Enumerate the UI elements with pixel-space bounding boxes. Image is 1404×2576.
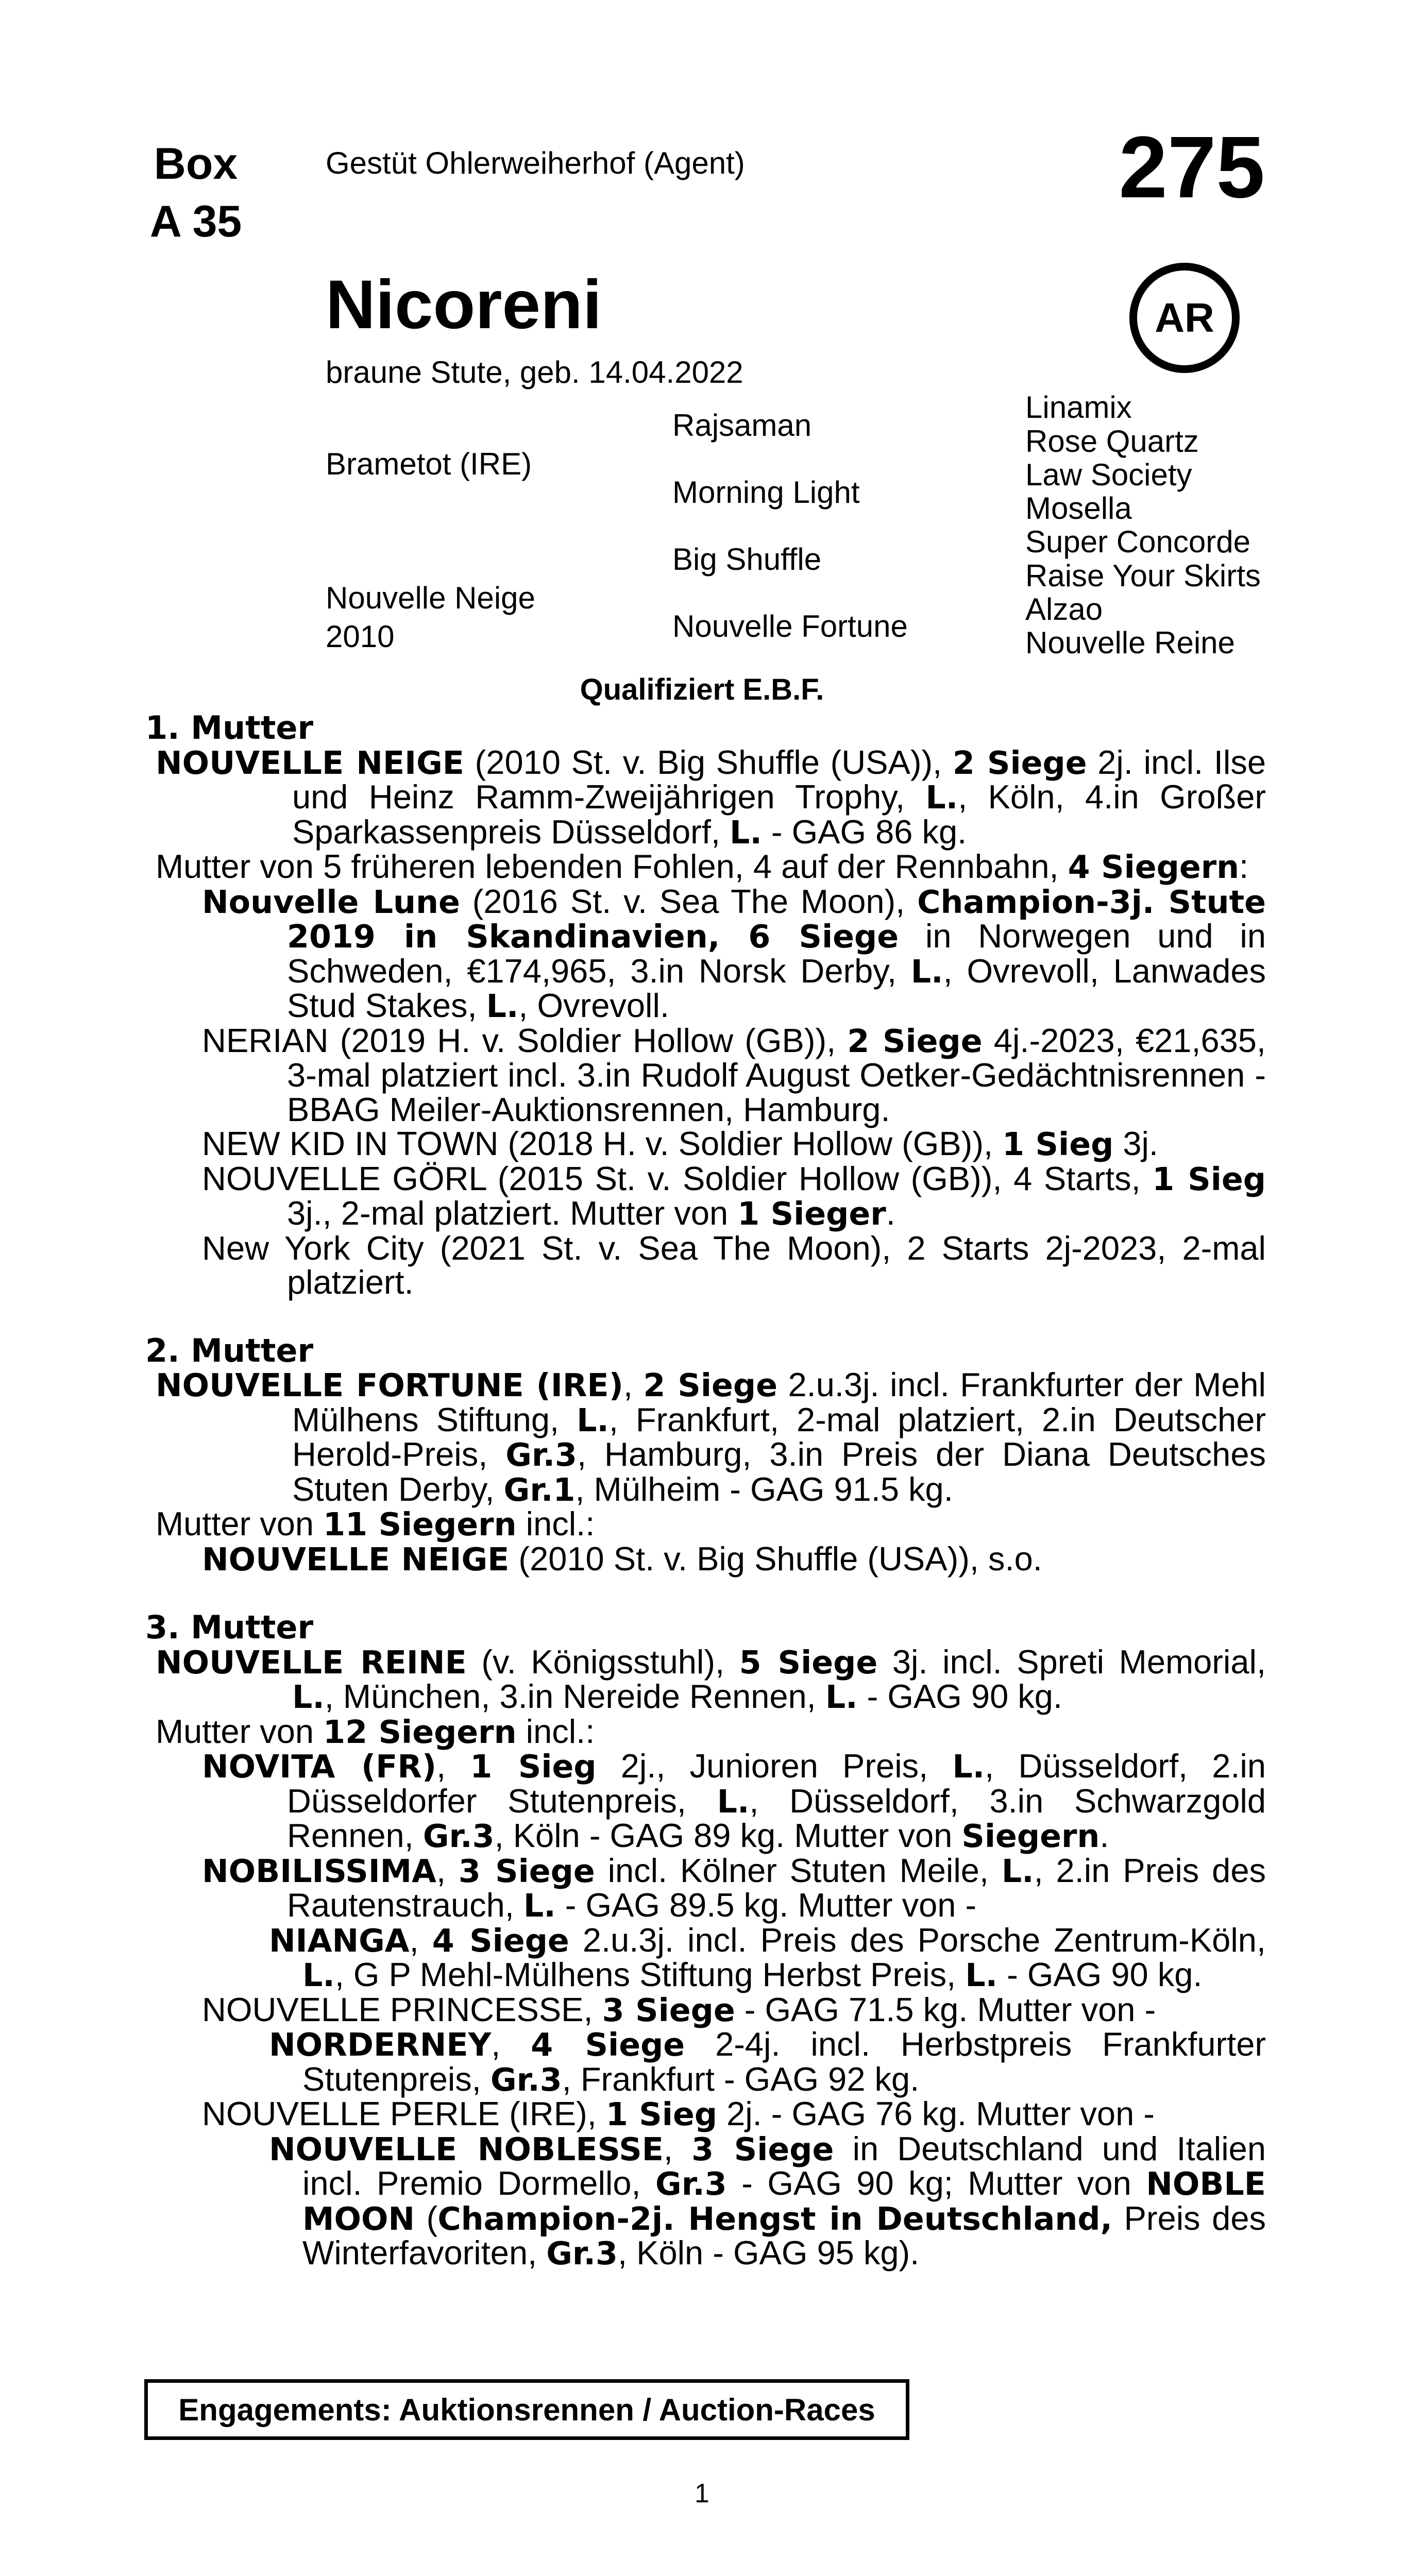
- pedigree-grandparent: Big Shuffle: [672, 542, 822, 577]
- offspring-entry: NOUVELLE NOBLESSE, 3 Siege in Deutschland und Italien incl. Premio Dormello, Gr.3 - GAG 90 kg; Mutter von NOBLE MOON (Champion-2j. Hengst in Deutschland, Preis des Winterfavoriten, Gr.3, Köln - GAG 95 kg).: [269, 2129, 1266, 2272]
- pedigree-great-grandparent: Linamix: [1025, 390, 1132, 425]
- ar-badge-icon: [1129, 263, 1240, 373]
- offspring-entry: NOUVELLE PERLE (IRE), 1 Sieg 2j. - GAG 76 kg. Mutter von -: [202, 2095, 1155, 2133]
- pedigree-great-grandparent: Mosella: [1025, 491, 1132, 526]
- section-spacer: [145, 1300, 1266, 1334]
- produce-record: [145, 711, 1266, 2271]
- box-location: [139, 135, 252, 250]
- section-heading: 3. Mutter: [145, 1608, 314, 1646]
- pedigree-great-grandparent: Alzao: [1025, 592, 1103, 626]
- offspring-entry: Nouvelle Lune (2016 St. v. Sea The Moon), Champion-3j. Stute 2019 in Skandinavien, 6 Siege in Norwegen und in Schweden, €174,965, 3.in Norsk Derby, L., Ovrevoll, Lanwades Stud Stakes, L., Ovrevoll.: [202, 882, 1266, 1025]
- consignor: Gestüt Ohlerweiherhof (Agent): [326, 146, 745, 180]
- lot-number: 275: [1119, 118, 1265, 216]
- qualification-note: Qualifiziert E.B.F.: [580, 673, 824, 706]
- dam-paragraph: NOUVELLE REINE (v. Königsstuhl), 5 Siege 3j. incl. Spreti Memorial, L., München, 3.in Nereide Rennen, L. - GAG 90 kg.: [156, 1642, 1266, 1716]
- ar-badge-label: AR: [1155, 295, 1214, 341]
- offspring-entry: NOVITA (FR), 1 Sieg 2j., Junioren Preis, L., Düsseldorf, 2.in Düsseldorfer Stutenpreis, L., Düsseldorf, 3.in Schwarzgold Rennen, Gr.3, Köln - GAG 89 kg. Mutter von Siegern.: [202, 1747, 1266, 1855]
- offspring-entry: NOUVELLE PRINCESSE, 3 Siege - GAG 71.5 kg. Mutter von -: [202, 1990, 1156, 2029]
- offspring-entry: NIANGA, 4 Siege 2.u.3j. incl. Preis des Porsche Zentrum-Köln, L., G P Mehl-Mülhens Stiftung Herbst Preis, L. - GAG 90 kg.: [269, 1921, 1266, 1994]
- offspring-entry: NOBILISSIMA, 3 Siege incl. Kölner Stuten Meile, L., 2.in Preis des Rautenstrauch, L. - GAG 89.5 kg. Mutter von -: [202, 1851, 1266, 1924]
- engagements-box: [144, 2379, 909, 2440]
- pedigree-great-grandparent: Rose Quartz: [1025, 424, 1199, 459]
- section-spacer: [145, 1577, 1266, 1611]
- pedigree-great-grandparent: Super Concorde: [1025, 524, 1250, 559]
- offspring-entry: New York City (2021 St. v. Sea The Moon), 2 Starts 2j-2023, 2-mal platziert.: [202, 1229, 1266, 1301]
- page-number: 1: [695, 2479, 709, 2509]
- box-label: Box: [154, 139, 238, 189]
- pedigree-great-grandparent: Raise Your Skirts: [1025, 558, 1261, 593]
- pedigree-great-grandparent: Law Society: [1025, 457, 1192, 492]
- offspring-entry: NOUVELLE GÖRL (2015 St. v. Soldier Hollow (GB)), 4 Starts, 1 Sieg 3j., 2-mal platziert. Mutter von 1 Sieger.: [202, 1159, 1266, 1232]
- dam-paragraph: Mutter von 5 früheren lebenden Fohlen, 4 auf der Rennbahn, 4 Siegern:: [156, 848, 1249, 886]
- dam-paragraph: NOUVELLE FORTUNE (IRE), 2 Siege 2.u.3j. incl. Frankfurter der Mehl Mülhens Stiftung, L., Frankfurt, 2-mal platziert, 2.in Deutscher Herold-Preis, Gr.3, Hamburg, 3.in Preis der Diana Deutsches Stuten Derby, Gr.1, Mülheim - GAG 91.5 kg.: [156, 1366, 1266, 1509]
- dam-paragraph: NOUVELLE NEIGE (2010 St. v. Big Shuffle (USA)), 2 Siege 2j. incl. Ilse und Heinz Ramm-Zweijährigen Trophy, L., Köln, 4.in Großer Sparkassenpreis Düsseldorf, L. - GAG 86 kg.: [156, 743, 1266, 851]
- offspring-entry: NERIAN (2019 H. v. Soldier Hollow (GB)), 2 Siege 4j.-2023, €21,635, 3-mal platziert incl. 3.in Rudolf August Oetker-Gedächtnisrennen - BBAG Meiler-Auktionsrennen, Hamburg.: [202, 1021, 1266, 1128]
- engagements-label: Engagements: Auktionsrennen / Auction-Races: [178, 2392, 875, 2427]
- pedigree-grandparent: Nouvelle Fortune: [672, 609, 908, 643]
- box-number: A 35: [149, 197, 242, 246]
- pedigree-dam: Nouvelle Neige: [326, 581, 535, 615]
- dam-paragraph: Mutter von 11 Siegern incl.:: [156, 1505, 595, 1543]
- pedigree-dam-year: 2010: [326, 619, 395, 654]
- horse-description: braune Stute, geb. 14.04.2022: [326, 355, 743, 389]
- section-heading: 1. Mutter: [145, 709, 314, 747]
- offspring-entry: NOUVELLE NEIGE (2010 St. v. Big Shuffle (USA)), s.o.: [202, 1539, 1042, 1578]
- offspring-entry: NEW KID IN TOWN (2018 H. v. Soldier Hollow (GB)), 1 Sieg 3j.: [202, 1125, 1158, 1163]
- offspring-entry: NORDERNEY, 4 Siege 2-4j. incl. Herbstpreis Frankfurter Stutenpreis, Gr.3, Frankfurt - GAG 92 kg.: [269, 2025, 1266, 2098]
- pedigree-grandparent: Rajsaman: [672, 408, 812, 443]
- pedigree-great-grandparent: Nouvelle Reine: [1025, 625, 1235, 660]
- pedigree-sire: Brametot (IRE): [326, 447, 532, 481]
- section-heading: 2. Mutter: [145, 1331, 314, 1369]
- dam-paragraph: Mutter von 12 Siegern incl.:: [156, 1712, 595, 1751]
- horse-name: Nicoreni: [326, 266, 602, 343]
- pedigree-grandparent: Morning Light: [672, 475, 860, 510]
